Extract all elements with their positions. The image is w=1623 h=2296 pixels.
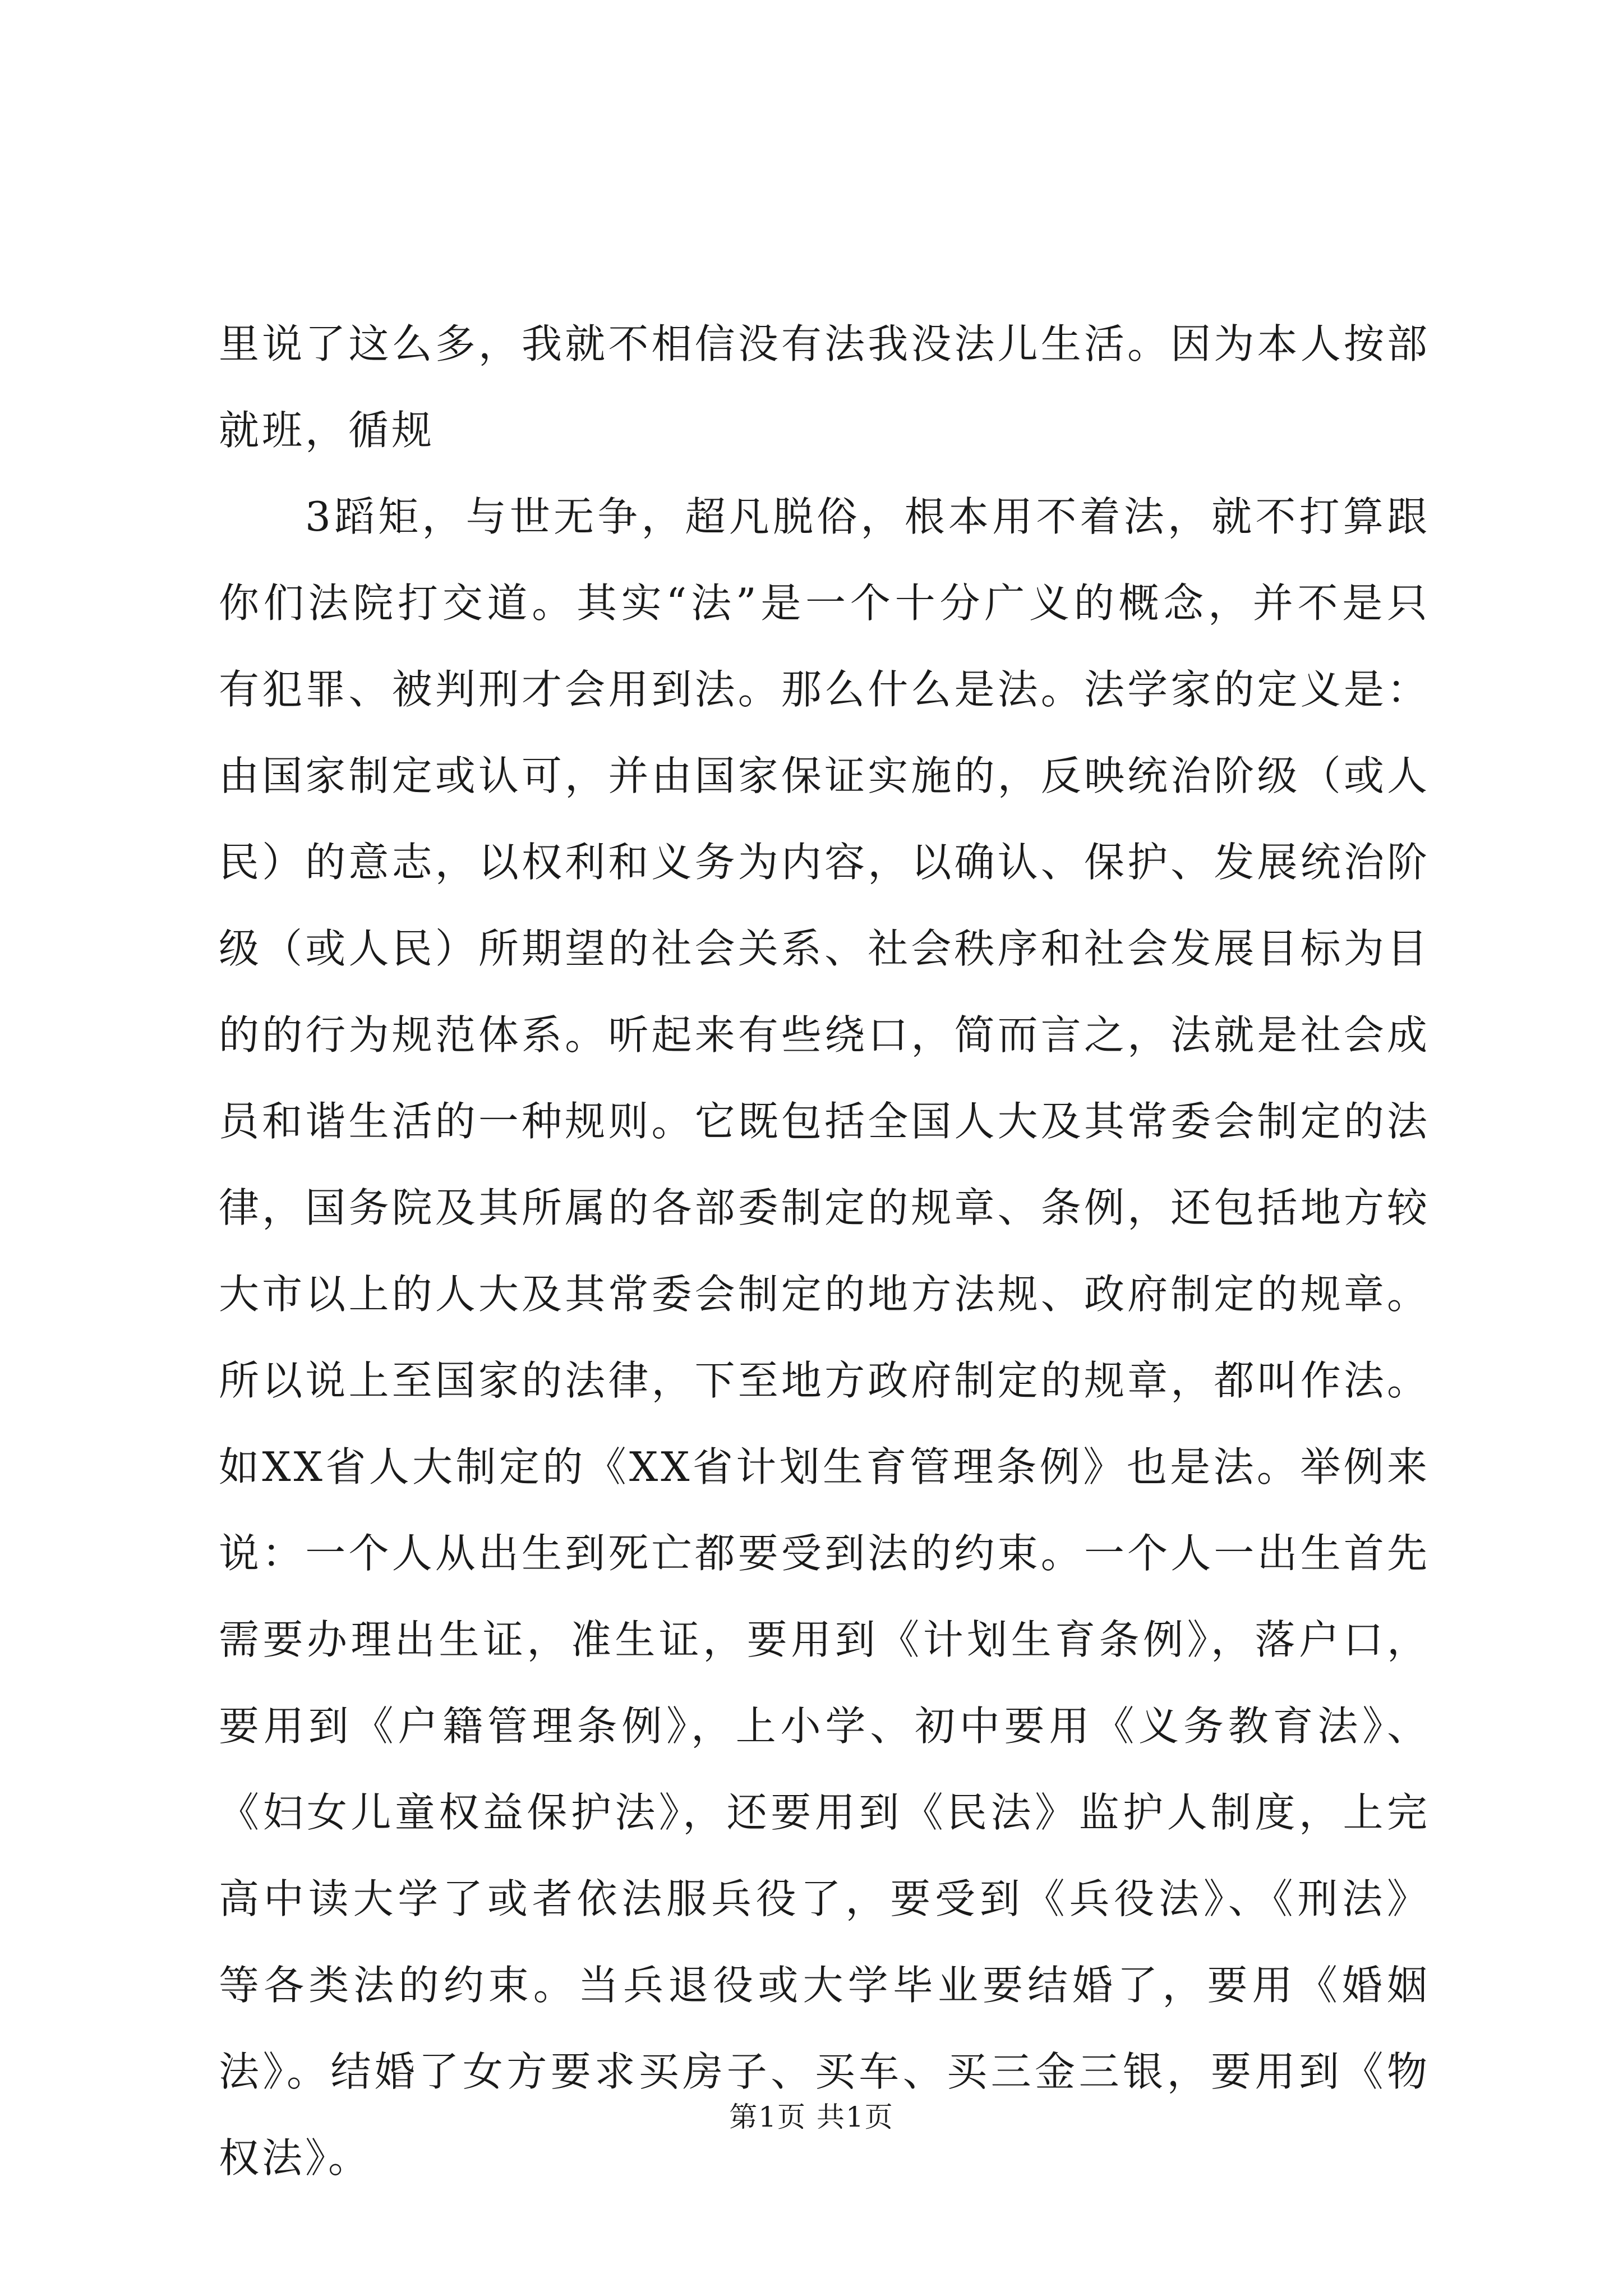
document-body xyxy=(219,301,1430,2201)
paragraph-1: 里说了这么多，我就不相信没有法我没法儿生活。因为本人按部就班，循规 xyxy=(219,320,1430,454)
page-footer: 第1页 共1页 xyxy=(729,2101,894,2133)
paragraph-2: 3蹈矩，与世无争，超凡脱俗，根本用不着法，就不打算跟你们法院打交道。其实“法”是一个十分广义的概念，并不是只有犯罪、被判刑才会用到法。那么什么是法。法学家的定义是：由国家制定或认可，并由国家保证实施的，反映统治阶级（或人民）的意志，以权利和义务为内容，以确认、保护、发展统治阶级（或人民）所期望的社会关系、社会秩序和社会发展目标为目的的行为规范体系。听起来有些绕口，简而言之，法就是社会成员和谐生活的一种规则。它既包括全国人大及其常委会制定的法律，国务院及其所属的各部委制定的规章、条例，还包括地方较大市以上的人大及其常委会制定的地方法规、政府制定的规章。所以说上至国家的法律，下至地方政府制定的规章，都叫作法。如XX省人大制定的《XX省计划生育管理条例》也是法。举例来说：一个人从出生到死亡都要受到法的约束。一个人一出生首先需要办理出生证，准生证，要用到《计划生育条例》，落户口，要用到《户籍管理条例》，上小学、初中要用《义务教育法》、《妇女儿童权益保护法》，还要用到《民法》监护人制度，上完高中读大学了或者依法服兵役了，要受到《兵役法》、《刑法》等各类法的约束。当兵退役或大学毕业要结婚了，要用《婚姻法》。结婚了女方要求买房子、买车、买三金三银，要用到《物权法》。 xyxy=(219,493,1430,2182)
